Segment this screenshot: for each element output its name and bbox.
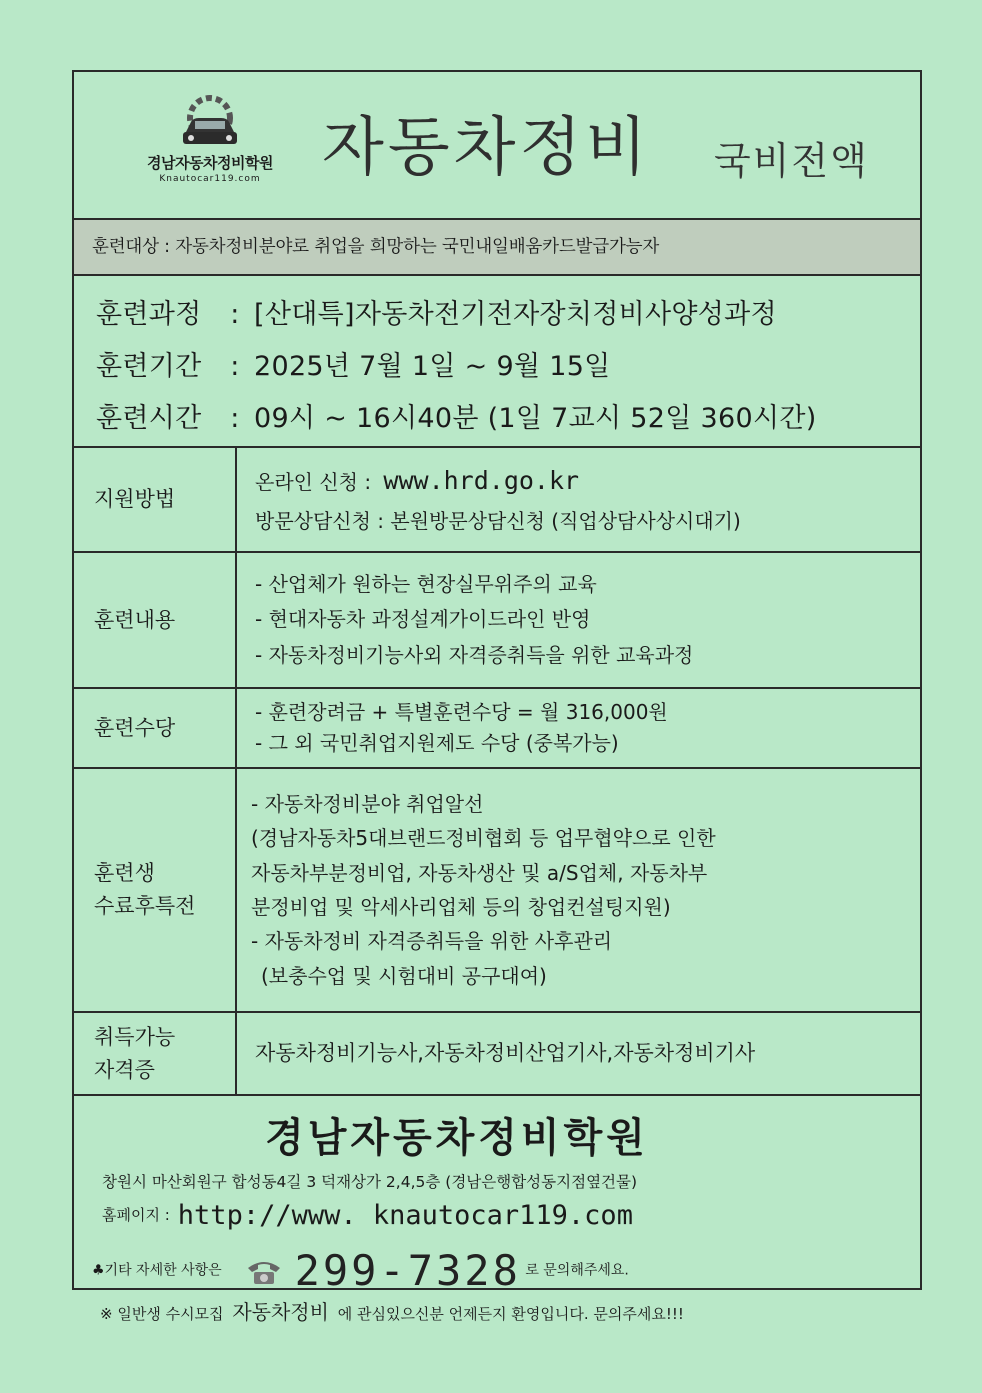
telephone-icon	[244, 1256, 284, 1286]
course-label: 훈련기간	[96, 351, 202, 382]
info-table	[74, 448, 920, 1094]
course-label: 훈련시간	[96, 403, 202, 434]
course-row-name	[96, 292, 777, 331]
academy-name: 경남자동차정비학원	[265, 1115, 649, 1161]
course-row-hours	[96, 396, 817, 435]
training-target: 훈련대상 : 자동차정비분야로 취업을 희망하는 국민내일배움카드발급가능자	[74, 218, 920, 276]
course-info	[74, 276, 920, 448]
benefits-heading	[74, 768, 236, 1012]
list-item: 분정비업 및 악세사리업체 등의 창업컨설팅지원)	[251, 895, 671, 919]
note-emphasis: 자동차정비	[232, 1300, 329, 1324]
course-value: 09시 ~ 16시40분 (1일 7교시 52일 360시간)	[254, 403, 817, 434]
list-item: - 현대자동차 과정설계가이드라인 반영	[255, 607, 591, 632]
note-prefix: ※ 일반생 수시모집	[100, 1305, 224, 1323]
online-line	[255, 459, 920, 504]
list-item: 자동차부분정비업, 자동차생산 및 a/S업체, 자동차부	[251, 860, 708, 885]
license-value: 자동차정비기능사,자동차정비산업기사,자동차정비기사	[255, 1040, 756, 1065]
support-content	[236, 448, 920, 552]
list-item: - 훈련장려금 + 특별훈련수당 = 월 316,000원	[255, 700, 668, 724]
flyer-frame	[72, 70, 922, 1295]
academy-logo	[110, 94, 310, 204]
online-label: 온라인 신청 :	[255, 470, 372, 495]
license-heading-line: 자격증	[94, 1057, 155, 1082]
row-support	[74, 448, 920, 552]
online-url-link[interactable]: www.hrd.go.kr	[383, 466, 580, 496]
content-heading: 훈련내용	[74, 552, 236, 688]
main-title: 자동차정비	[322, 111, 652, 185]
list-item: - 자동차정비분야 취업알선	[251, 791, 484, 816]
homepage-url-link[interactable]: http://www. knautocar119.com	[177, 1200, 633, 1231]
row-allowance	[74, 688, 920, 768]
bottom-note	[100, 1296, 684, 1325]
title-subtitle: 국비전액	[714, 139, 869, 183]
course-value: 2025년 7월 1일 ~ 9월 15일	[254, 351, 611, 382]
logo-name: 경남자동차정비학원	[147, 154, 273, 172]
homepage-line	[102, 1200, 633, 1231]
logo-url: Knautocar119.com	[159, 174, 261, 184]
license-heading-line: 취득가능	[94, 1024, 176, 1049]
course-sep: :	[230, 351, 240, 382]
phone-number[interactable]: 299-7328	[294, 1246, 521, 1295]
license-heading	[74, 1012, 236, 1094]
address: 창원시 마산회원구 합성동4길 3 덕재상가 2,4,5층 (경남은행합성동지점옆건물)	[102, 1173, 638, 1191]
row-license	[74, 1012, 920, 1094]
course-value: [산대특]자동차전기전자장치정비사양성과정	[254, 299, 777, 330]
list-item: (보충수업 및 시험대비 공구대여)	[261, 963, 547, 988]
visit-line: 방문상담신청 : 본원방문상담신청 (직업상담사상시대기)	[255, 508, 741, 533]
contact-suffix: 로 문의해주세요.	[525, 1262, 629, 1279]
homepage-label: 홈페이지 :	[102, 1206, 170, 1224]
benefits-heading-line: 수료후특전	[94, 894, 196, 918]
header	[74, 72, 920, 218]
car-gear-icon	[175, 94, 245, 150]
contact-line	[92, 1246, 629, 1295]
list-item: - 산업체가 원하는 현장실무위주의 교육	[255, 571, 597, 596]
benefits-list	[236, 768, 920, 1012]
footer	[74, 1094, 920, 1295]
allowance-heading: 훈련수당	[74, 688, 236, 768]
list-item: - 자동차정비기능사외 자격증취득을 위한 교육과정	[255, 642, 694, 667]
benefits-heading-line: 훈련생	[94, 861, 155, 886]
course-row-period	[96, 344, 611, 383]
list-item: - 자동차정비 자격증취득을 위한 사후관리	[251, 929, 613, 954]
list-item: (경남자동차5대브랜드정비협회 등 업무협약으로 인한	[251, 826, 716, 851]
allowance-list	[236, 688, 920, 768]
course-label: 훈련과정	[96, 299, 202, 330]
row-benefits	[74, 768, 920, 1012]
contact-prefix: ♣기타 자세한 사항은	[92, 1262, 222, 1279]
note-suffix: 에 관심있으신분 언제든지 환영입니다. 문의주세요!!!	[337, 1305, 684, 1323]
list-item: - 그 외 국민취업지원제도 수당 (중복가능)	[255, 731, 619, 755]
course-sep: :	[230, 403, 240, 434]
support-heading: 지원방법	[74, 448, 236, 552]
row-content	[74, 552, 920, 688]
course-sep: :	[230, 299, 240, 330]
content-list	[236, 552, 920, 688]
